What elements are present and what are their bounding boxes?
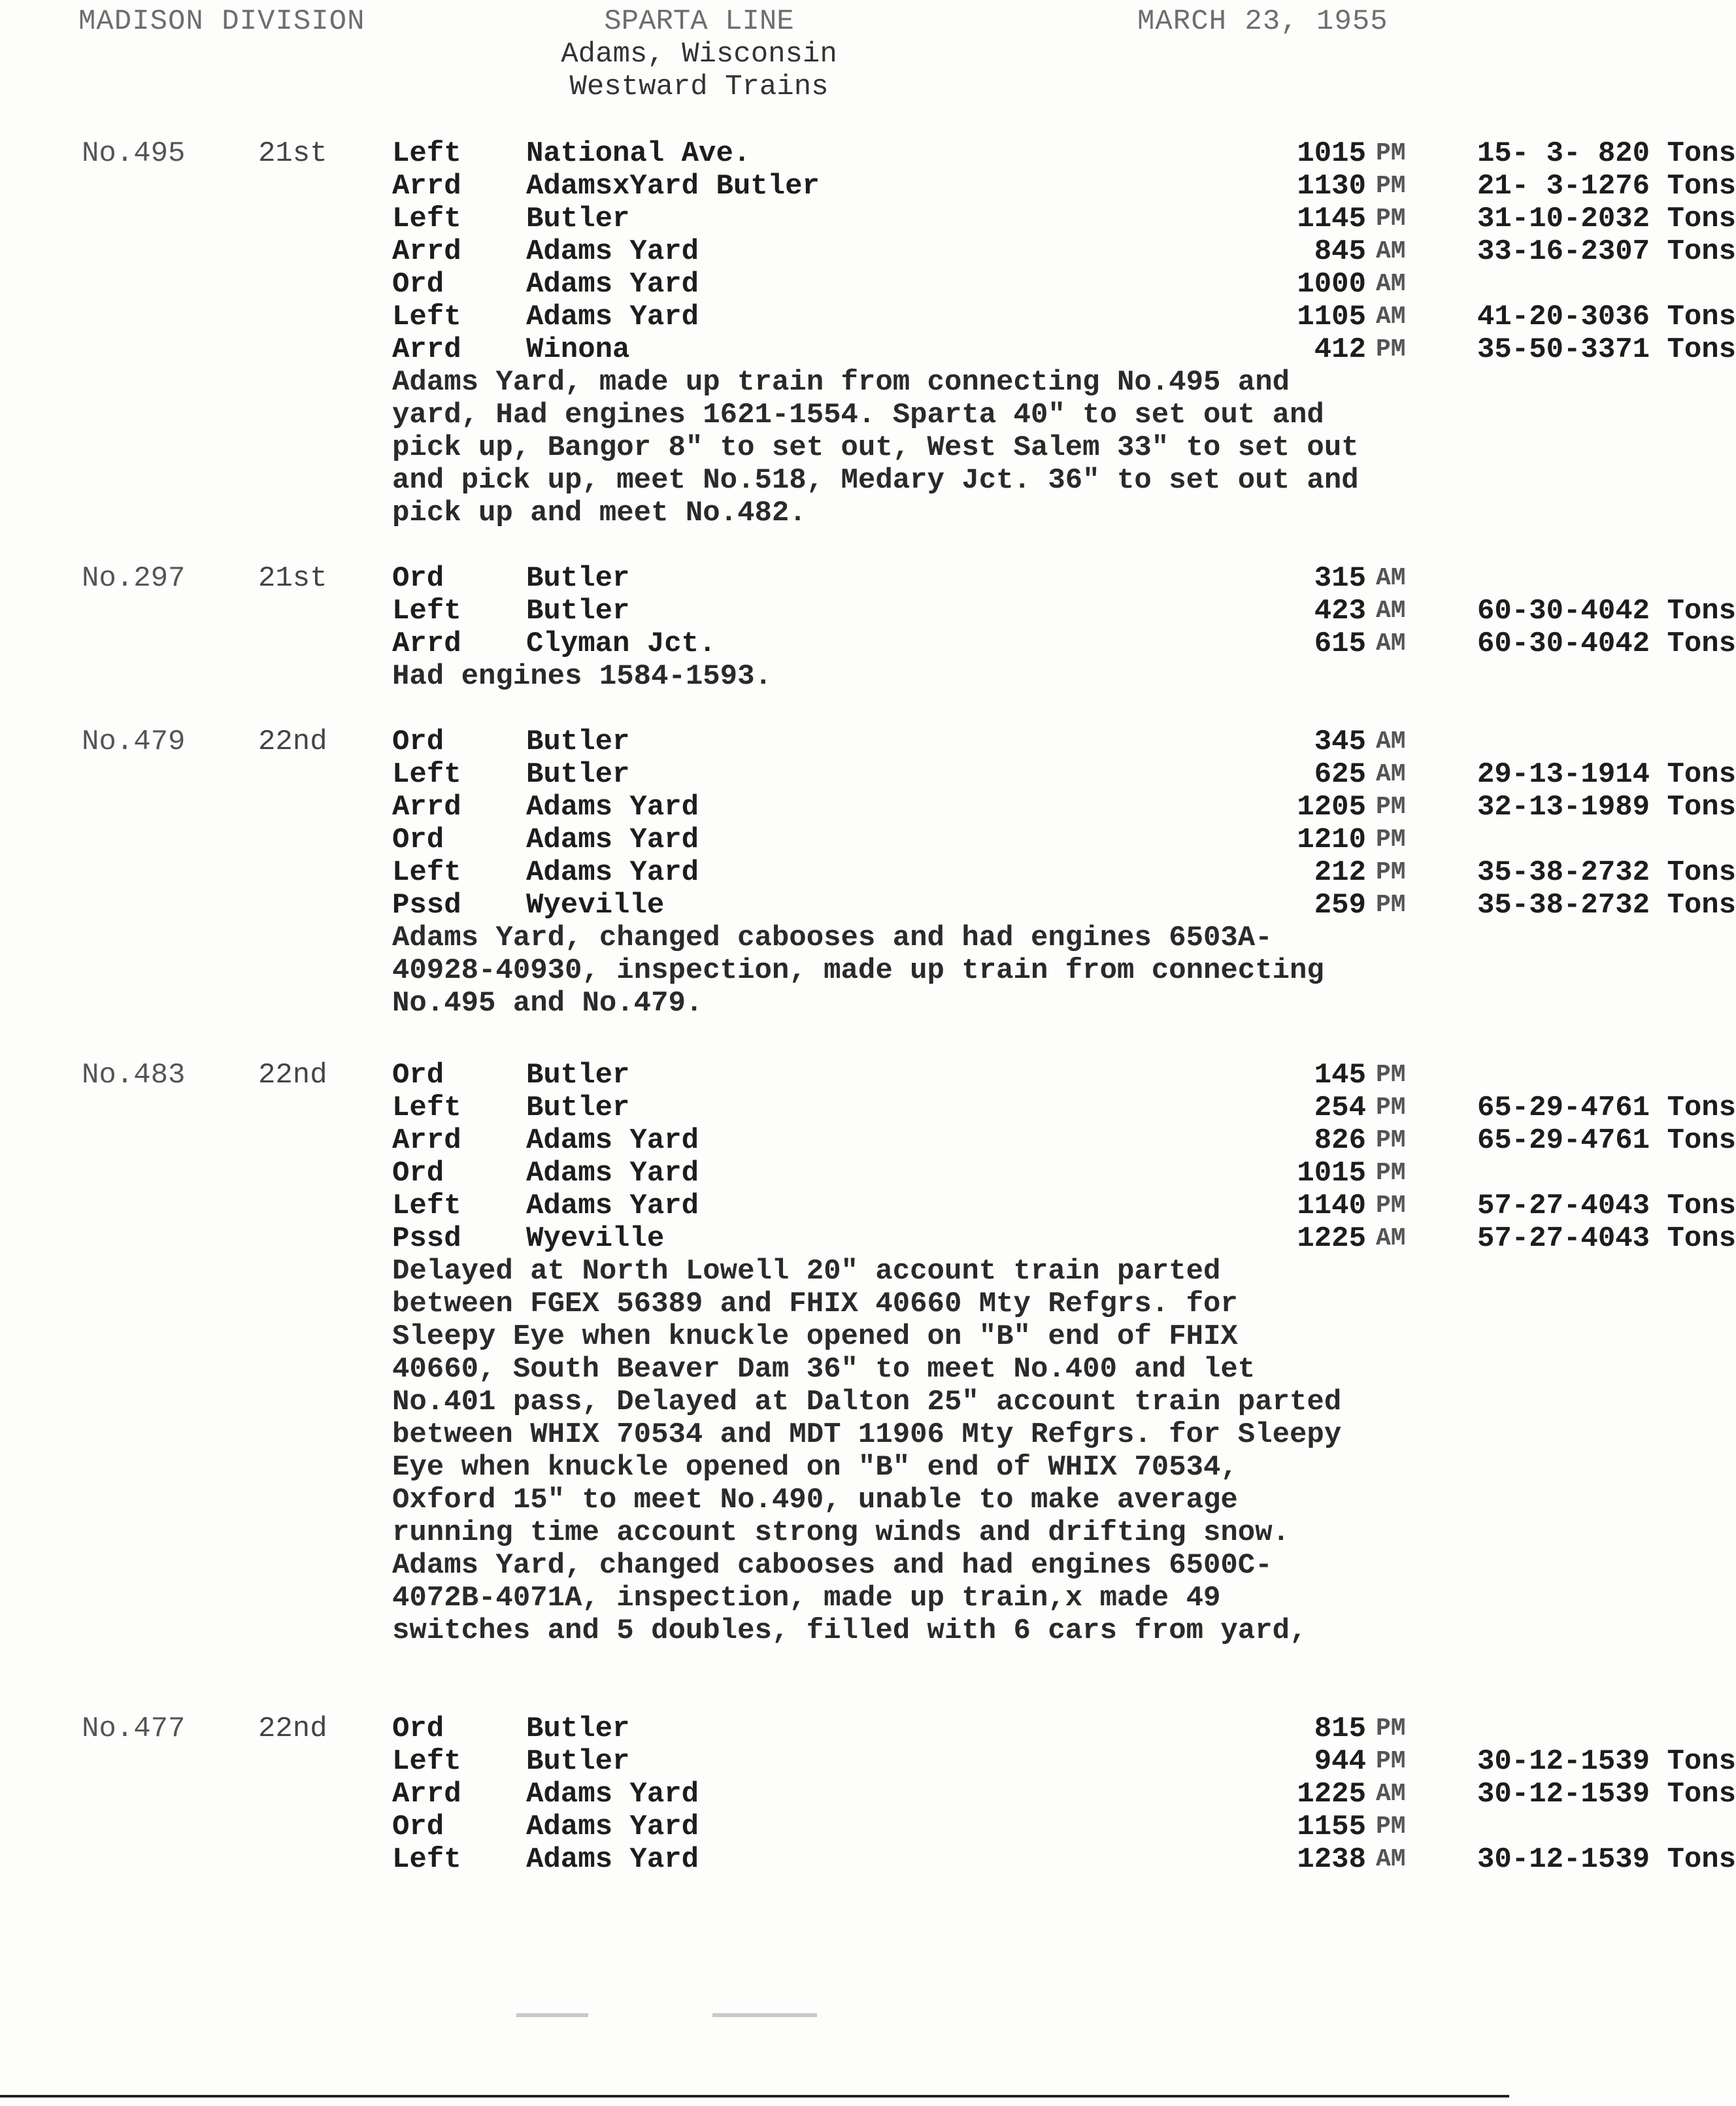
direction-heading: Westward Trains [569,71,829,103]
train-number: No.483 [82,1059,186,1092]
movement-row [392,1811,1471,1843]
movement-location: Adams Yard [526,856,699,889]
movement-location: Adams Yard [526,235,699,268]
movement-tonnage: 65-29-4761 Tons [1477,1092,1736,1124]
movement-time: 1210 [1297,824,1366,856]
movement-location: Adams Yard [526,268,699,301]
movement-location: Adams Yard [526,1843,699,1876]
movement-time: 1238 [1297,1843,1366,1876]
movement-row [392,1157,1471,1190]
movement-tonnage: 57-27-4043 Tons [1477,1222,1736,1255]
movement-row [392,1713,1471,1745]
remark-line: pick up and meet No.482. [392,497,807,529]
train-remarks [392,660,1490,693]
movement-time: 1140 [1297,1190,1366,1222]
remark-line: Eye when knuckle opened on "B" end of WHIX 70534, [392,1451,1238,1484]
movement-time: 1225 [1297,1222,1366,1255]
division-heading: MADISON DIVISION [78,5,365,38]
movement-time: 412 [1314,333,1366,366]
movement-tonnage: 41-20-3036 Tons [1477,301,1736,333]
movement-ampm: PM [1376,1061,1406,1089]
movement-tonnage: 30-12-1539 Tons [1477,1778,1736,1811]
movement-time: 615 [1314,627,1366,660]
movement-time: 1000 [1297,268,1366,301]
movement-time: 1225 [1297,1778,1366,1811]
movement-tonnage: 30-12-1539 Tons [1477,1843,1736,1876]
smudge-mark [712,2013,817,2017]
train-number: No.479 [82,726,186,758]
movement-time: 845 [1314,235,1366,268]
movement-tonnage: 35-38-2732 Tons [1477,889,1736,922]
movement-tonnage: 29-13-1914 Tons [1477,758,1736,791]
movement-ampm: PM [1376,172,1406,200]
movement-ampm: PM [1376,891,1406,919]
movement-time: 1155 [1297,1811,1366,1843]
movement-time: 1145 [1297,203,1366,235]
train-number: No.477 [82,1713,186,1745]
line-heading: SPARTA LINE [604,5,794,38]
movement-row [392,268,1471,301]
movement-tonnage: 33-16-2307 Tons [1477,235,1736,268]
movement-action: Ord [392,1157,444,1190]
movement-rows [392,1059,1736,1255]
remark-line: pick up, Bangor 8" to set out, West Salem 33" to set out [392,431,1359,464]
movement-row [392,758,1736,791]
movement-action: Arrd [392,627,461,660]
movement-location: Butler [526,1092,630,1124]
movement-ampm: PM [1376,139,1406,167]
movement-rows [392,1713,1736,1876]
movement-action: Left [392,856,461,889]
movement-action: Ord [392,268,444,301]
movement-action: Arrd [392,1778,461,1811]
movement-row [392,1190,1736,1222]
movement-row [392,791,1736,824]
remark-line: Sleepy Eye when knuckle opened on "B" end of FHIX [392,1320,1238,1353]
movement-time: 944 [1314,1745,1366,1778]
movement-location: Wyeville [526,1222,665,1255]
movement-ampm: AM [1376,1780,1406,1808]
movement-location: Butler [526,595,630,627]
movement-time: 826 [1314,1124,1366,1157]
train-day: 21st [258,562,327,595]
movement-row [392,1059,1471,1092]
movement-location: Adams Yard [526,1190,699,1222]
movement-ampm: AM [1376,237,1406,265]
train-day: 21st [258,137,327,170]
movement-rows [392,726,1736,922]
movement-action: Left [392,1745,461,1778]
movement-time: 815 [1314,1713,1366,1745]
train-day: 22nd [258,726,327,758]
movement-location: Butler [526,726,630,758]
movement-action: Ord [392,726,444,758]
movement-row [392,1778,1736,1811]
movement-ampm: PM [1376,1714,1406,1743]
movement-row [392,1222,1736,1255]
movement-action: Left [392,137,461,170]
movement-ampm: AM [1376,303,1406,331]
train-number: No.495 [82,137,186,170]
smudge-mark [516,2013,588,2017]
remark-line: No.495 and No.479. [392,987,703,1020]
movement-action: Left [392,595,461,627]
movement-ampm: PM [1376,1159,1406,1187]
movement-ampm: PM [1376,1192,1406,1220]
movement-action: Left [392,1092,461,1124]
movement-location: Clyman Jct. [526,627,716,660]
movement-ampm: PM [1376,793,1406,821]
movement-location: Adams Yard [526,824,699,856]
train-remarks [392,1255,1490,1647]
remark-line: switches and 5 doubles, filled with 6 cars from yard, [392,1614,1307,1647]
movement-ampm: PM [1376,1094,1406,1122]
movement-tonnage: 35-38-2732 Tons [1477,856,1736,889]
movement-row [392,726,1471,758]
movement-tonnage: 35-50-3371 Tons [1477,333,1736,366]
movement-time: 1015 [1297,137,1366,170]
page-bottom-edge [0,2095,1509,2098]
movement-action: Left [392,758,461,791]
movement-time: 1105 [1297,301,1366,333]
movement-time: 625 [1314,758,1366,791]
movement-time: 254 [1314,1092,1366,1124]
movement-rows [392,562,1736,660]
remark-line: Adams Yard, changed cabooses and had engines 6500C- [392,1549,1273,1582]
movement-location: National Ave. [526,137,751,170]
place-heading: Adams, Wisconsin [561,38,837,71]
movement-tonnage: 65-29-4761 Tons [1477,1124,1736,1157]
movement-action: Ord [392,562,444,595]
remark-line: running time account strong winds and drifting snow. [392,1516,1290,1549]
movement-ampm: PM [1376,826,1406,854]
date-heading: MARCH 23, 1955 [1137,5,1388,38]
movement-row [392,562,1471,595]
movement-action: Ord [392,1811,444,1843]
movement-row [392,333,1736,366]
movement-ampm: PM [1376,1126,1406,1154]
remark-line: Had engines 1584-1593. [392,660,772,693]
movement-time: 145 [1314,1059,1366,1092]
movement-tonnage: 60-30-4042 Tons [1477,595,1736,627]
remark-line: Adams Yard, made up train from connecting No.495 and [392,366,1290,399]
movement-row [392,203,1736,235]
movement-time: 212 [1314,856,1366,889]
movement-location: Winona [526,333,630,366]
movement-tonnage: 32-13-1989 Tons [1477,791,1736,824]
movement-location: Adams Yard [526,301,699,333]
movement-action: Arrd [392,1124,461,1157]
movement-ampm: PM [1376,858,1406,886]
movement-location: Butler [526,1059,630,1092]
movement-time: 423 [1314,595,1366,627]
movement-action: Left [392,1843,461,1876]
movement-action: Left [392,203,461,235]
movement-ampm: PM [1376,1747,1406,1775]
movement-ampm: PM [1376,1813,1406,1841]
movement-ampm: AM [1376,1224,1406,1252]
movement-time: 259 [1314,889,1366,922]
movement-row [392,1745,1736,1778]
movement-ampm: PM [1376,205,1406,233]
movement-row [392,301,1736,333]
movement-action: Ord [392,1059,444,1092]
movement-action: Arrd [392,235,461,268]
remark-line: Oxford 15" to meet No.490, unable to make average [392,1484,1238,1516]
movement-action: Arrd [392,791,461,824]
movement-row [392,170,1736,203]
movement-time: 1130 [1297,170,1366,203]
movement-time: 1015 [1297,1157,1366,1190]
remark-line: between WHIX 70534 and MDT 11906 Mty Refgrs. for Sleepy [392,1418,1342,1451]
movement-location: Adams Yard [526,1124,699,1157]
movement-location: Adams Yard [526,1811,699,1843]
movement-row [392,1124,1736,1157]
movement-rows [392,137,1736,366]
movement-ampm: AM [1376,727,1406,756]
movement-ampm: PM [1376,335,1406,363]
movement-tonnage: 31-10-2032 Tons [1477,203,1736,235]
movement-time: 345 [1314,726,1366,758]
remark-line: 40660, South Beaver Dam 36" to meet No.400 and let [392,1353,1256,1386]
movement-ampm: AM [1376,597,1406,625]
movement-action: Left [392,1190,461,1222]
movement-time: 315 [1314,562,1366,595]
train-day: 22nd [258,1059,327,1092]
movement-row [392,1092,1736,1124]
movement-location: Butler [526,758,630,791]
movement-action: Pssd [392,889,461,922]
movement-location: Adams Yard [526,1157,699,1190]
title-block [0,5,1509,103]
movement-tonnage: 57-27-4043 Tons [1477,1190,1736,1222]
remark-line: 4072B-4071A, inspection, made up train,x made 49 [392,1582,1221,1614]
movement-action: Arrd [392,333,461,366]
movement-ampm: AM [1376,629,1406,658]
remark-line: No.401 pass, Delayed at Dalton 25" account train parted [392,1386,1342,1418]
movement-row [392,235,1736,268]
movement-location: Butler [526,562,630,595]
movement-action: Ord [392,824,444,856]
movement-location: Butler [526,1745,630,1778]
movement-time: 1205 [1297,791,1366,824]
movement-location: AdamsxYard Butler [526,170,820,203]
movement-row [392,889,1736,922]
remark-line: Adams Yard, changed cabooses and had engines 6503A- [392,922,1273,954]
movement-row [392,1843,1736,1876]
movement-action: Ord [392,1713,444,1745]
movement-location: Adams Yard [526,791,699,824]
movement-tonnage: 15- 3- 820 Tons [1477,137,1736,170]
movement-row [392,824,1471,856]
train-remarks [392,922,1490,1020]
remark-line: yard, Had engines 1621-1554. Sparta 40" to set out and [392,399,1324,431]
movement-ampm: AM [1376,564,1406,592]
movement-tonnage: 21- 3-1276 Tons [1477,170,1736,203]
movement-row [392,856,1736,889]
movement-action: Left [392,301,461,333]
movement-ampm: AM [1376,1845,1406,1873]
train-day: 22nd [258,1713,327,1745]
remark-line: between FGEX 56389 and FHIX 40660 Mty Refgrs. for [392,1288,1238,1320]
movement-ampm: AM [1376,760,1406,788]
movement-location: Butler [526,203,630,235]
train-remarks [392,366,1490,529]
movement-ampm: AM [1376,270,1406,298]
train-number: No.297 [82,562,186,595]
movement-row [392,137,1736,170]
remark-line: 40928-40930, inspection, made up train from connecting [392,954,1324,987]
movement-location: Butler [526,1713,630,1745]
movement-action: Arrd [392,170,461,203]
movement-location: Adams Yard [526,1778,699,1811]
remark-line: Delayed at North Lowell 20" account train parted [392,1255,1221,1288]
movement-tonnage: 30-12-1539 Tons [1477,1745,1736,1778]
movement-tonnage: 60-30-4042 Tons [1477,627,1736,660]
remark-line: and pick up, meet No.518, Medary Jct. 36" to set out and [392,464,1359,497]
movement-row [392,627,1736,660]
movement-row [392,595,1736,627]
movement-location: Wyeville [526,889,665,922]
movement-action: Pssd [392,1222,461,1255]
